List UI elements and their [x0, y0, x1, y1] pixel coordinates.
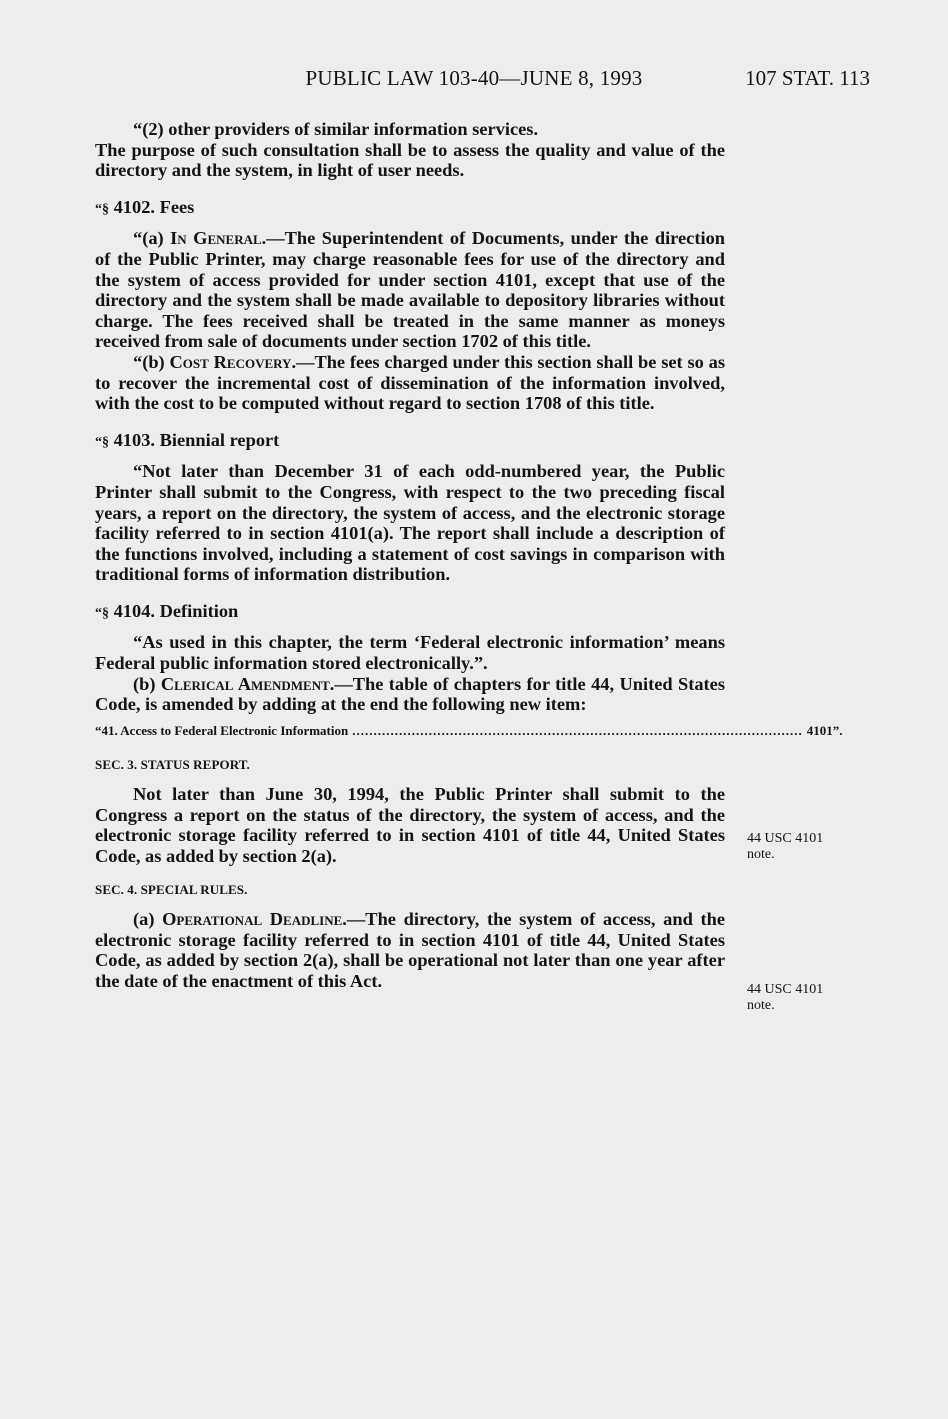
paragraph-4103: “Not later than December 31 of each odd-numbered year, the Public Printer shall submit to the Congress, with respect to the two preceding fiscal years, a report on the directory, the system of access, and the electronic storage facility referred to in section 4101(a). The report shall include a description of the functions involved, including a statement of cost savings in comparison with traditional forms of information distribution.	[95, 461, 725, 585]
toc-item-page: 4101”.	[806, 722, 843, 738]
subsection-text: —The directory, the system of access, and the electronic storage facility referred to in section 4101 of title 44, United States Code, as added by section 2(a), shall be operational not later than one year after the date of the enactment of this Act.	[95, 909, 725, 991]
section-4102-heading	[95, 197, 725, 221]
subsection-heading: Clerical Amendment.	[160, 673, 335, 694]
paragraph-provider-item: “(2) other providers of similar information services.	[133, 119, 539, 139]
paragraph-section-3: Not later than June 30, 1994, the Public Printer shall submit to the Congress a report on the status of the directory, the system of access, and the electronic storage facility referred to in section 4101 of title 44, United States Code, as added by section 2(a).	[95, 784, 725, 866]
subsection-label: (a)	[133, 909, 155, 929]
running-header-title: PUBLIC LAW 103-40—JUNE 8, 1993	[305, 66, 643, 90]
subsection-heading: In General.	[170, 228, 267, 249]
section-4103-heading	[95, 430, 725, 454]
running-header-stat-page: 107 STAT. 113	[745, 66, 870, 90]
subsection-text: —The fees charged under this section shall be set so as to recover the incremental cost of dissemination of the information involved, with the cost to be computed without regard to section 1708 of this title.	[95, 351, 725, 414]
paragraph-4102-a	[95, 228, 725, 352]
margin-note-label: note.	[747, 998, 775, 1013]
paragraph-4102-b	[95, 352, 725, 414]
section-mark: “§	[95, 605, 109, 621]
toc-leader-dots: ..........................................................................................................	[352, 722, 803, 738]
section-heading-text: 4102. Fees	[113, 196, 195, 217]
section-mark: “§	[95, 201, 109, 217]
margin-note-citation: 44 USC 4101	[747, 831, 824, 846]
section-mark: “§	[95, 434, 109, 450]
section-heading-text: 4103. Biennial report	[113, 429, 280, 450]
paragraph-4104: “As used in this chapter, the term ‘Federal electronic information’ means Federal public information stored electronically.”.	[95, 632, 725, 674]
margin-note-section-4	[747, 982, 857, 1014]
paragraph-clerical-amendment	[95, 674, 725, 715]
section-3-title: SEC. 3. STATUS REPORT.	[95, 757, 250, 773]
section-4-title: SEC. 4. SPECIAL RULES.	[95, 882, 248, 898]
section-heading-text: 4104. Definition	[113, 600, 239, 621]
margin-note-label: note.	[747, 847, 775, 862]
table-of-chapters-item	[95, 721, 843, 742]
subsection-text: —The table of chapters for title 44, United States Code, is amended by adding at the end the following new item:	[95, 673, 725, 715]
toc-item-title: “41. Access to Federal Electronic Information	[95, 722, 349, 738]
subsection-label: “(a)	[133, 228, 164, 249]
section-4104-heading	[95, 601, 725, 625]
subsection-heading: Operational Deadline.	[162, 909, 347, 929]
margin-note-citation: 44 USC 4101	[747, 982, 824, 997]
subsection-text: —The Superintendent of Documents, under the direction of the Public Printer, may charge reasonable fees for use of the directory and the system of access provided for under section 4101, except that use of the directory and the system shall be made available to depository libraries without charge. The fees received shall be treated in the same manner as moneys received from sale of documents under section 1702 of this title.	[95, 228, 725, 352]
margin-note-section-3	[747, 831, 857, 863]
subsection-label: “(b)	[133, 351, 165, 372]
subsection-label: (b)	[133, 673, 156, 694]
paragraph-section-4-a	[95, 909, 725, 991]
paragraph-consultation-purpose: The purpose of such consultation shall be to assess the quality and value of the directory and the system, in light of user needs.	[95, 139, 725, 181]
subsection-heading: Cost Recovery.	[169, 351, 297, 372]
